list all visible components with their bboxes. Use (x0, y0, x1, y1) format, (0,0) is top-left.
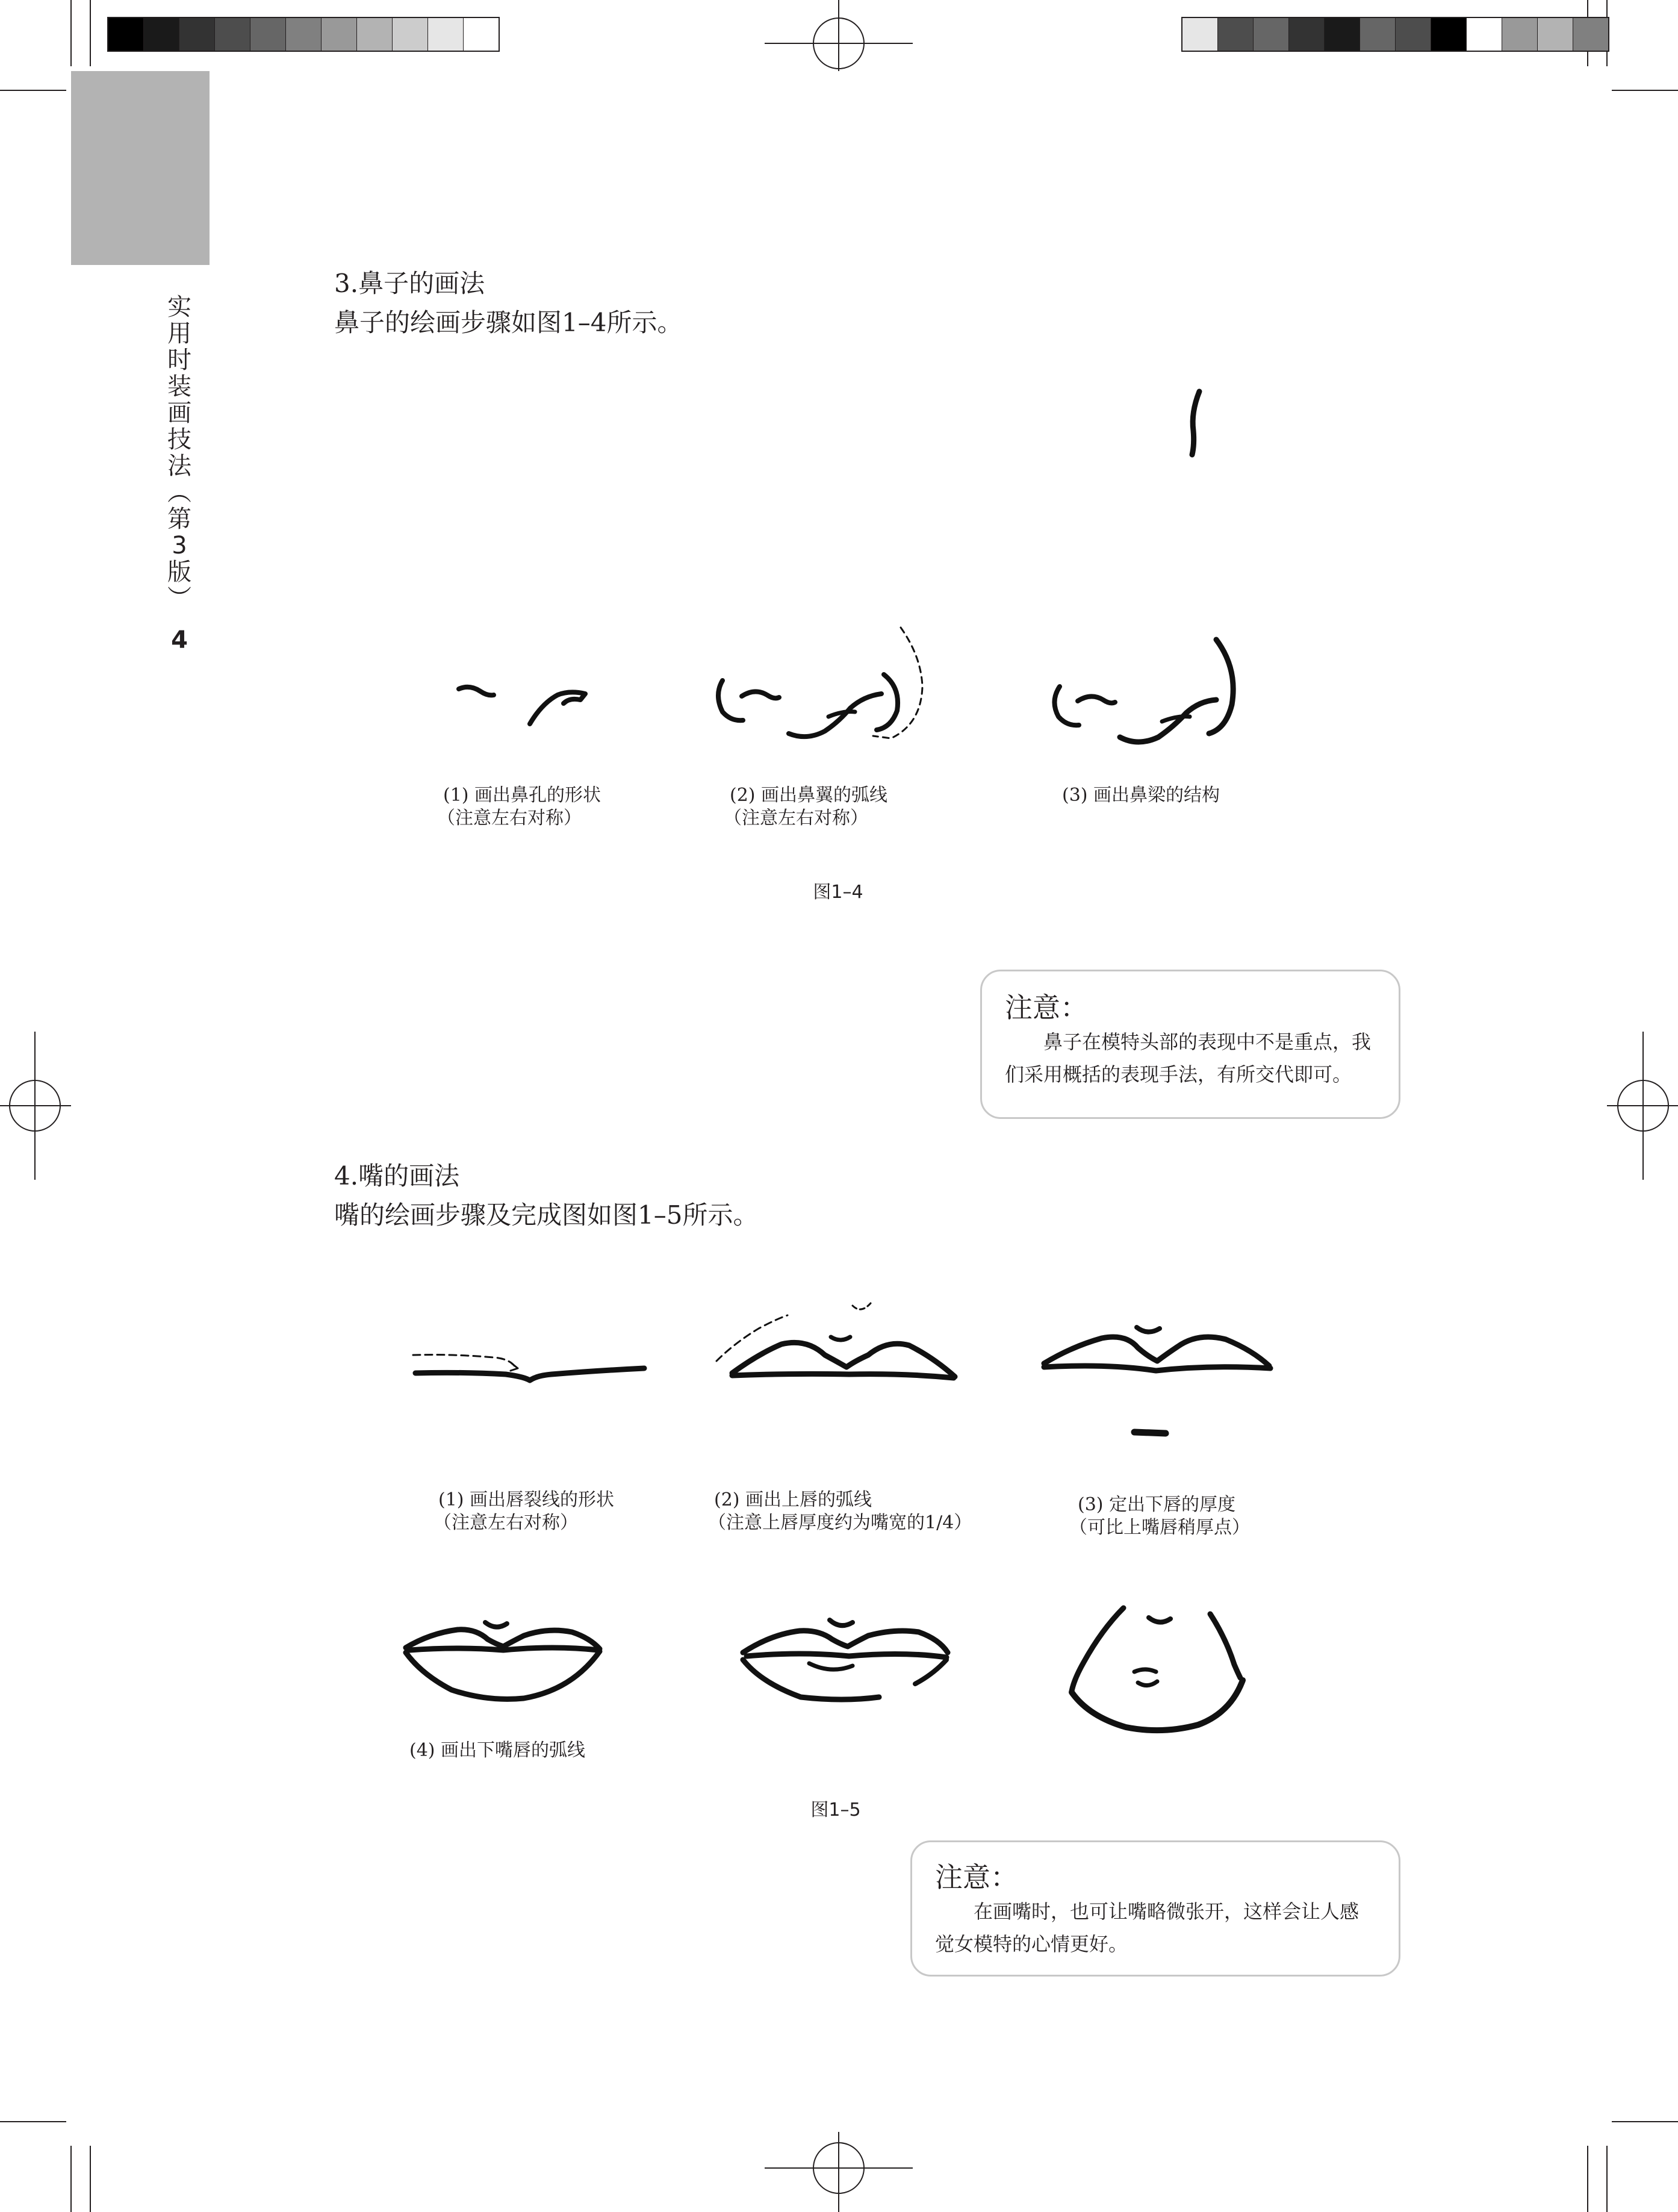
nose-step-2-caption-line1: (2) 画出鼻翼的弧线 (730, 785, 888, 806)
calibration-swatch (1538, 18, 1573, 51)
running-title-char: 画 (167, 399, 191, 427)
calibration-swatch (1396, 18, 1431, 51)
running-title-char: 技 (167, 426, 191, 453)
nose-step-3-caption-line1: (3) 画出鼻梁的结构 (1062, 785, 1220, 806)
chapter-tab-block (71, 71, 210, 265)
running-title (161, 294, 197, 612)
running-title-char: 时 (167, 346, 191, 374)
mouth-sketch-step-2 (710, 1295, 963, 1397)
mouth-section-heading: 4.嘴的画法 (334, 1161, 460, 1191)
nose-step-1-caption-line1: (1) 画出鼻孔的形状 (443, 785, 601, 806)
nose-sketch-step-1 (446, 675, 602, 735)
color-calibration-strip-left (107, 17, 500, 52)
mouth-step-3-caption-line2: （可比上嘴唇稍厚点） (1069, 1517, 1250, 1538)
calibration-swatch (393, 18, 428, 51)
figure-1-5-label: 图1–5 (810, 1799, 861, 1821)
calibration-swatch (1360, 18, 1396, 51)
nose-note-body: 鼻子在模特头部的表现中不是重点，我们采用概括的表现手法，有所交代即可。 (1005, 1030, 1372, 1086)
calibration-swatch (428, 18, 464, 51)
mouth-sketch-step-3 (1036, 1313, 1288, 1445)
mouth-sketch-step-1 (403, 1337, 656, 1397)
mouth-step-4-caption: (4) 画出下嘴唇的弧线 (409, 1740, 586, 1761)
mouth-sketch-6 (1060, 1602, 1258, 1752)
mouth-step-1-caption-line2: （注意左右对称） (433, 1512, 578, 1533)
stray-brush-mark (1180, 385, 1216, 464)
calibration-swatch (144, 18, 179, 51)
calibration-swatch (179, 18, 215, 51)
calibration-swatch (357, 18, 393, 51)
nose-sketch-step-2 (710, 620, 939, 759)
calibration-swatch (1573, 18, 1608, 51)
running-title-char: ︵ (167, 479, 191, 506)
nose-step-2-caption-line2: （注意左右对称） (724, 808, 868, 829)
mouth-note-title: 注意： (935, 1861, 1018, 1893)
running-title-char: 3 (172, 532, 187, 559)
figure-1-4-label: 图1–4 (813, 882, 863, 903)
nose-section-intro: 鼻子的绘画步骤如图1–4所示。 (334, 308, 683, 337)
mouth-sketch-5 (735, 1608, 957, 1728)
calibration-swatch (1182, 18, 1218, 51)
mouth-note-body: 在画嘴时，也可让嘴略微张开，这样会让人感觉女模特的心情更好。 (935, 1900, 1359, 1955)
mouth-step-2-caption-line1: (2) 画出上唇的弧线 (714, 1489, 872, 1510)
nose-section-heading: 3.鼻子的画法 (334, 269, 485, 298)
calibration-swatch (215, 18, 250, 51)
calibration-swatch (1467, 18, 1502, 51)
running-title-char: 装 (167, 373, 191, 400)
running-title-char: 第 (167, 505, 191, 533)
mouth-step-2-caption-line2: （注意上唇厚度约为嘴宽的1/4） (708, 1512, 972, 1533)
calibration-swatch (1289, 18, 1325, 51)
calibration-swatch (1254, 18, 1289, 51)
mouth-step-1-caption-line1: (1) 画出唇裂线的形状 (438, 1489, 615, 1510)
calibration-swatch (250, 18, 286, 51)
running-title-char: 版 (167, 558, 191, 586)
calibration-swatch (464, 18, 499, 51)
calibration-swatch (286, 18, 322, 51)
calibration-swatch (322, 18, 357, 51)
calibration-swatch (1218, 18, 1254, 51)
running-title-char: 实 (167, 293, 191, 321)
nose-step-1-caption-line2: （注意左右对称） (437, 808, 582, 829)
nose-sketch-step-3 (1042, 626, 1246, 759)
mouth-section-intro: 嘴的绘画步骤及完成图如图1–5所示。 (334, 1200, 759, 1230)
mouth-step-3-caption-line1: (3) 定出下唇的厚度 (1078, 1494, 1236, 1515)
mouth-sketch-step-4 (397, 1608, 608, 1728)
mouth-note-box (910, 1840, 1400, 1977)
nose-note-box (980, 970, 1400, 1119)
calibration-swatch (1502, 18, 1538, 51)
color-calibration-strip-right (1181, 17, 1609, 52)
running-title-char: 法 (167, 452, 191, 480)
running-title-char: 用 (167, 320, 191, 347)
calibration-swatch (1431, 18, 1467, 51)
page-number: 4 (171, 626, 188, 654)
nose-note-title: 注意： (1005, 991, 1088, 1024)
calibration-swatch (108, 18, 144, 51)
calibration-swatch (1325, 18, 1360, 51)
running-title-char: ︶ (167, 585, 191, 612)
